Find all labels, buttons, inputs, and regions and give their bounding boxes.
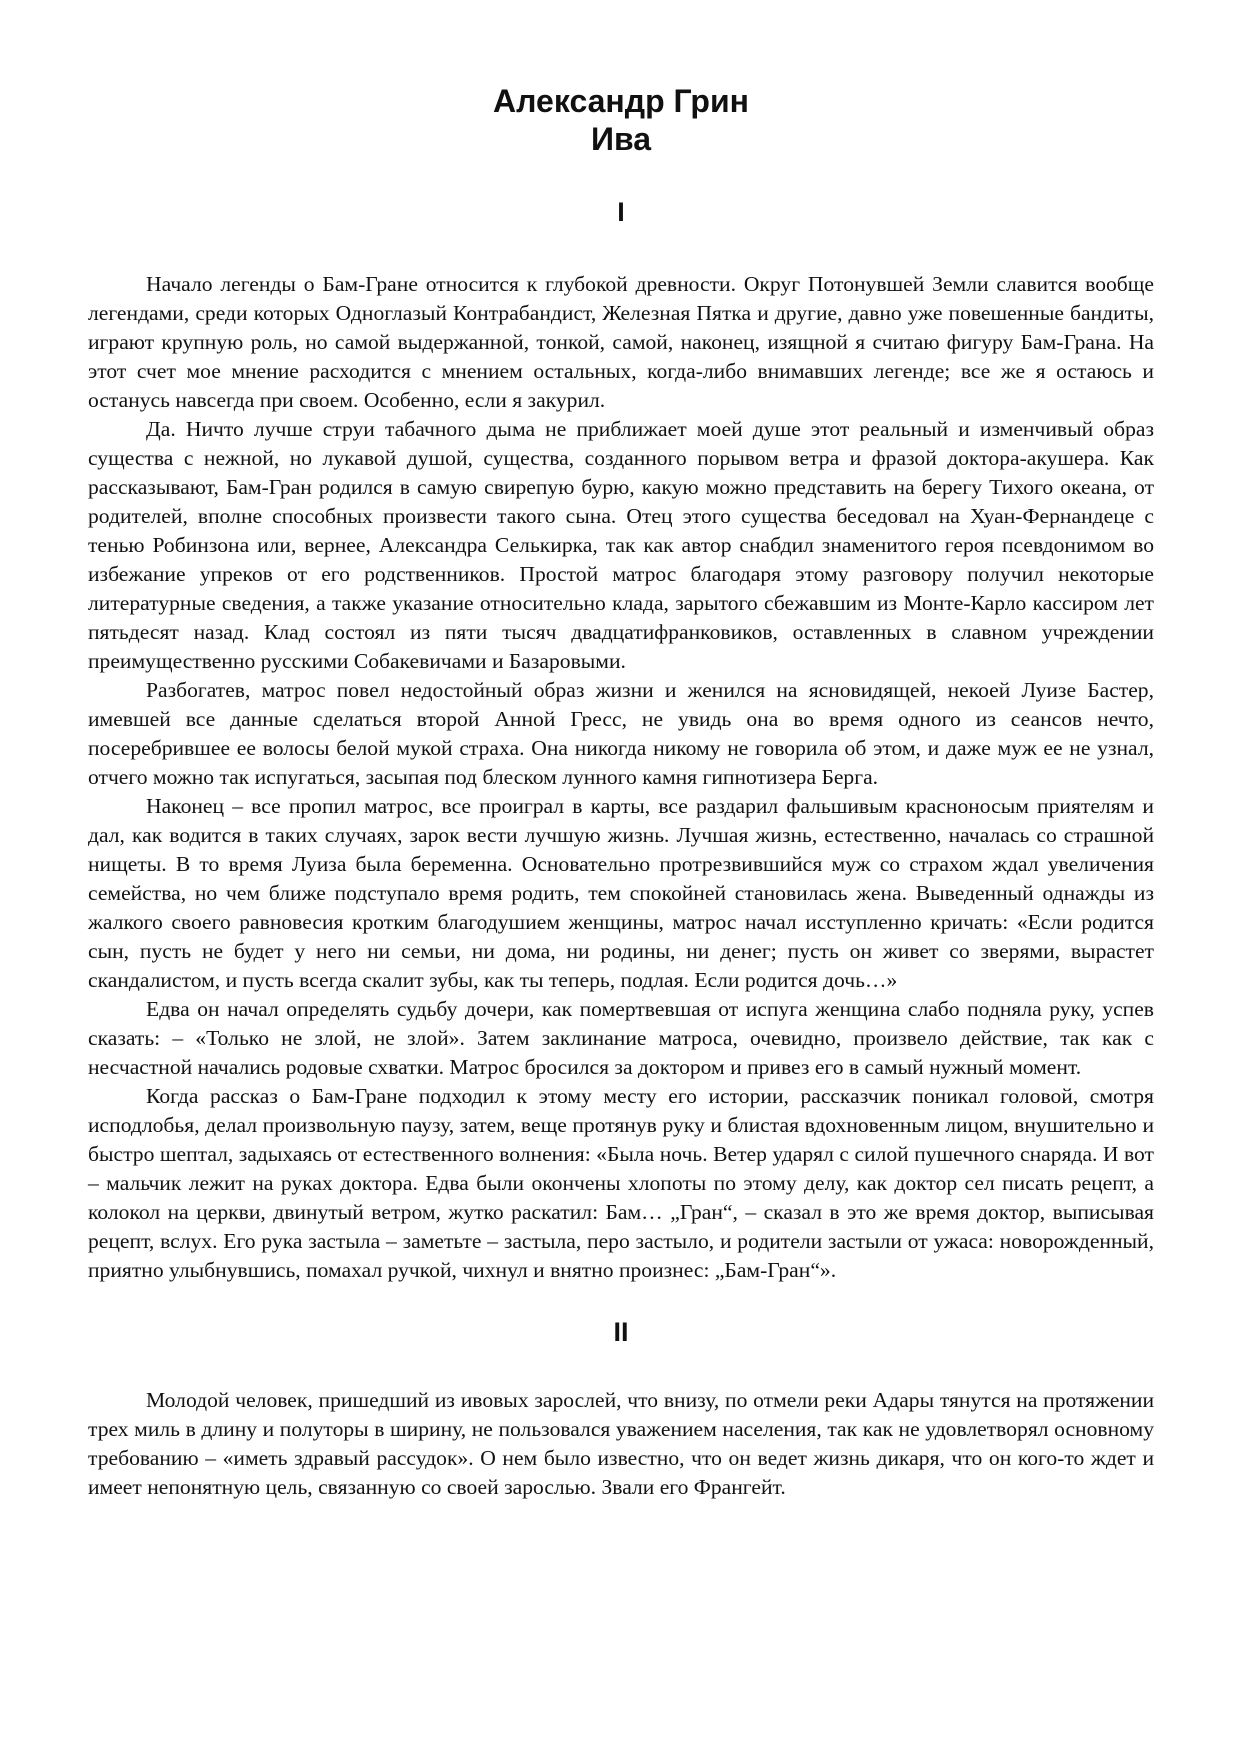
chapter-body xyxy=(88,270,1154,1285)
document-page xyxy=(88,82,1154,1502)
paragraph: Наконец – все пропил матрос, все проиграл в карты, все раздарил фальшивым красноносым приятелям и дал, как водится в таких случаях, зарок вести лучшую жизнь. Лучшая жизнь, естественно, началась со страшной нищеты. В то время Луиза была беременна. Основательно протрезвившийся муж со страхом ждал увеличения семейства, но чем ближе подступало время родить, тем спокойней становилась жена. Выведенный однажды из жалкого своего равновесия кротким благодушием женщины, матрос начал исступленно кричать: «Если родится сын, пусть не будет у него ни семьи, ни дома, ни родины, ни денег; пусть он живет со зверями, вырастет скандалистом, и пусть всегда скалит зубы, как ты теперь, подлая. Если родится дочь…» xyxy=(88,794,1154,992)
paragraph: Когда рассказ о Бам-Гране подходил к этому месту его истории, рассказчик поникал головой, смотря исподлобья, делал произвольную паузу, затем, вещe протянув руку и блистая вдохновенным лицом, внушительно и быстро шептал, задыхаясь от естественного волнения: «Была ночь. Ветер ударял с силой пушечного снаряда. И вот – мальчик лежит на руках доктора. Едва были окончены хлопоты по этому делу, как доктор сел писать рецепт, а колокол на церкви, двинутый ветром, жутко раскатил: Бам… „Гран“, – сказал в это же время доктор, выписывая рецепт, вслух. Его рука застыла – заметьте – застыла, перо застыло, и родители застыли от ужаса: новорожденный, приятно улыбнувшись, помахал ручкой, чихнул и внятно произнес: „Бам-Гран“». xyxy=(88,1084,1154,1282)
work-title: Ива xyxy=(590,121,652,157)
chapter-heading: I xyxy=(617,197,625,227)
chapter-body xyxy=(88,1386,1154,1502)
author-name: Александр Грин xyxy=(493,83,749,119)
paragraph: Да. Ничто лучше струи табачного дыма не приближает моей душе этот реальный и изменчивый образ существа с нежной, но лукавой душой, существа, созданного порывом ветра и фразой доктора-акушера. Как рассказывают, Бам-Гран родился в самую свирепую бурю, какую можно представить на берегу Тихого океана, от родителей, вполне способных произвести такого сына. Отец этого существа беседовал на Хуан-Фернандеце с тенью Робинзона или, вернее, Александра Селькирка, так как автор снабдил знаменитого героя псевдонимом во избежание упреков от его родственников. Простой матрос благодаря этому разговору получил некоторые литературные сведения, а также указание относительно клада, зарытого сбежавшим из Монте-Карло кассиром лет пятьдесят назад. Клад состоял из пяти тысяч двадцатифранковиков, оставленных в славном учреждении преимущественно русскими Собакевичами и Базаровыми. xyxy=(88,417,1154,673)
chapter-heading: II xyxy=(613,1317,629,1347)
paragraph: Начало легенды о Бам-Гране относится к глубокой древности. Округ Потонувшей Земли славится вообще легендами, среди которых Одноглазый Контрабандист, Железная Пятка и другие, давно уже повешенные бандиты, играют крупную роль, но самой выдержанной, тонкой, самой, наконец, изящной я считаю фигуру Бам-Грана. На этот счет мое мнение расходится с мнением остальных, когда-либо внимавших легенде; все же я остаюсь и останусь навсегда при своем. Особенно, если я закурил. xyxy=(88,272,1154,412)
paragraph: Разбогатев, матрос повел недостойный образ жизни и женился на ясновидящей, некоей Луизе Бастер, имевшей все данные сделаться второй Анной Гресс, не увидь она во время одного из сеансов нечто, посеребрившее ее волосы белой мукой страха. Она никогда никому не говорила об этом, и даже муж ее не узнал, отчего можно так испугаться, засыпая под блеском лунного камня гипнотизера Берга. xyxy=(88,678,1154,789)
paragraph: Молодой человек, пришедший из ивовых зарослей, что внизу, по отмели реки Адары тянутся на протяжении трех миль в длину и полуторы в ширину, не пользовался уважением населения, так как не удовлетворял основному требованию – «иметь здравый рассудок». О нем было известно, что он ведет жизнь дикаря, что он кого-то ждет и имеет непонятную цель, связанную со своей зарослью. Звали его Франгейт. xyxy=(88,1388,1154,1499)
paragraph: Едва он начал определять судьбу дочери, как помертвевшая от испуга женщина слабо подняла руку, успев сказать: – «Только не злой, не злой». Затем заклинание матроса, очевидно, произвело действие, так как с несчастной начались родовые схватки. Матрос бросился за доктором и привез его в самый нужный момент. xyxy=(88,997,1154,1079)
